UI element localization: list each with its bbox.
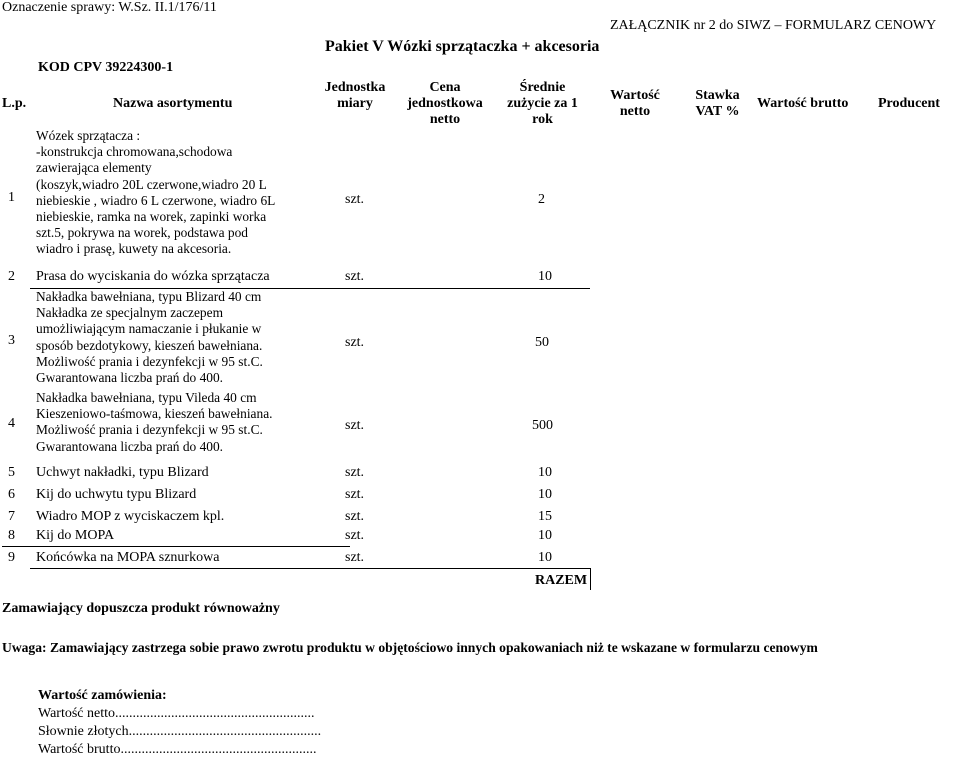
row-separator [30, 288, 590, 289]
row-6-name: Kij do uchwytu typu Blizard [36, 487, 197, 502]
row-1-unit: szt. [345, 192, 365, 207]
order-value-gross: Wartość brutto........................................................ [38, 742, 317, 757]
row-7-qty: 15 [538, 509, 552, 524]
row-6-unit: szt. [345, 487, 365, 502]
col-lp: L.p. [2, 96, 27, 111]
col-name: Nazwa asortymentu [113, 96, 233, 111]
col-vat: Stawka VAT % [695, 88, 740, 119]
row-3-lp: 3 [8, 333, 15, 348]
row-8-name: Kij do MOPA [36, 528, 115, 543]
attachment-label: ZAŁĄCZNIK nr 2 do SIWZ – FORMULARZ CENOWY [610, 18, 937, 33]
row-2-unit: szt. [345, 269, 365, 284]
row-3-unit: szt. [345, 335, 365, 350]
row-5-name: Uchwyt nakładki, typu Blizard [36, 465, 209, 480]
row-3-qty: 50 [535, 335, 549, 350]
row-7-name: Wiadro MOP z wyciskaczem kpl. [36, 509, 225, 524]
row-1-lp: 1 [8, 190, 15, 205]
equivalent-note: Zamawiający dopuszcza produkt równoważny [2, 601, 280, 616]
row-6-lp: 6 [8, 487, 15, 502]
row-4-unit: szt. [345, 418, 365, 433]
order-value-heading: Wartość zamówienia: [38, 688, 167, 703]
row-3-name: Nakładka bawełniana, typu Blizard 40 cm Nakładka ze specjalnym zaczepem umożliwiającym namaczanie i płukanie w sposób bezdotykowy, kieszeń bawełniana. Możliwość prania i dezynfekcji w 95 st.C. Gwarantowana liczba prań do 400. [36, 289, 263, 386]
row-8-lp: 8 [8, 528, 15, 543]
col-gross-value: Wartość brutto [757, 96, 849, 111]
total-cell-border [590, 568, 591, 590]
col-unit: Jednostka miary [324, 80, 386, 111]
order-value-net: Wartość netto......................................................... [38, 706, 315, 721]
row-4-name: Nakładka bawełniana, typu Vileda 40 cm Kieszeniowo-taśmowa, kieszeń bawełniana. Możliwość prania i dezynfekcji w 95 st.C. Gwarantowana liczba prań do 400. [36, 390, 273, 454]
row-2-name: Prasa do wyciskania do wózka sprzątacza [36, 269, 270, 284]
col-avg-usage: Średnie zużycie za 1 rok [507, 80, 578, 127]
row-2-qty: 10 [538, 269, 552, 284]
row-9-qty: 10 [538, 550, 552, 565]
row-2-lp: 2 [8, 269, 15, 284]
row-separator [2, 546, 350, 547]
row-8-qty: 10 [538, 528, 552, 543]
row-6-qty: 10 [538, 487, 552, 502]
row-9-name: Końcówka na MOPA sznurkowa [36, 550, 220, 565]
row-5-qty: 10 [538, 465, 552, 480]
order-value-words: Słownie złotych....................................................... [38, 724, 322, 739]
col-net-value: Wartość netto [610, 88, 660, 119]
row-4-lp: 4 [8, 416, 15, 431]
row-7-unit: szt. [345, 509, 365, 524]
package-title: Pakiet V Wózki sprzątaczka + akcesoria [325, 38, 600, 55]
col-unit-price: Cena jednostkowa netto [407, 80, 483, 127]
row-1-name: Wózek sprzątacza : -konstrukcja chromowana,schodowa zawierająca elementy (koszyk,wiadro 20L czerwone,wiadro 20 L niebieskie , wiadro 6 L czerwone, wiadro 6L niebieskie, ramka na worek, zapinki worka szt.5, pokrywa na worek, podstawa pod wiadro i prasę, kuwety na akcesoria. [36, 128, 276, 257]
row-5-lp: 5 [8, 465, 15, 480]
cpv-code: KOD CPV 39224300-1 [38, 60, 174, 75]
row-separator [30, 568, 590, 569]
row-4-qty: 500 [532, 418, 553, 433]
row-5-unit: szt. [345, 465, 365, 480]
remark-note: Uwaga: Zamawiający zastrzega sobie prawo zwrotu produktu w objętościowo innych opakowaniach niż te wskazane w formularzu cenowym [2, 640, 818, 655]
row-8-unit: szt. [345, 528, 365, 543]
row-9-lp: 9 [8, 550, 15, 565]
row-1-qty: 2 [538, 192, 545, 207]
col-producer: Producent [878, 96, 940, 111]
row-7-lp: 7 [8, 509, 15, 524]
total-label: RAZEM [535, 573, 588, 588]
case-reference: Oznaczenie sprawy: W.Sz. II.1/176/11 [2, 0, 217, 15]
row-9-unit: szt. [345, 550, 365, 565]
